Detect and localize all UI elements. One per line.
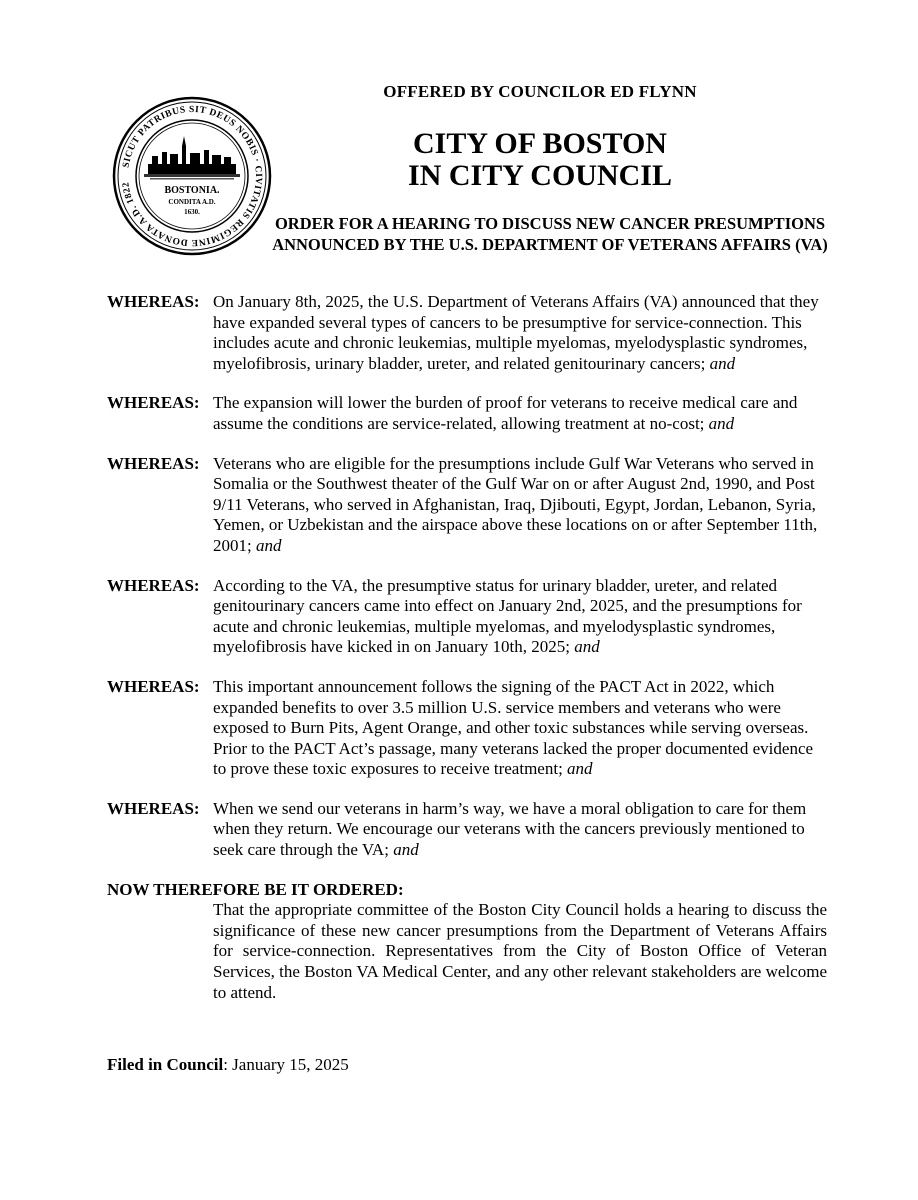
city-title (330, 128, 750, 192)
whereas-label: WHEREAS: (107, 292, 200, 311)
seal-skyline (144, 136, 240, 180)
conjunction: and (255, 535, 282, 555)
city-title-line2: IN CITY COUNCIL (408, 159, 672, 192)
whereas-text: Veterans who are eligible for the presumptions include Gulf War Veterans who served in Somalia or the Southwest theater of the Gulf War on or after August 2nd, 1990, and Post 9/11 Veterans, who served in Afghanistan, Iraq, Djibouti, Egypt, Jordan, Lebanon, Syria, Yemen, or Uzbekistan and the airspace above these locations on or after September 11th, 2001; and (213, 453, 818, 555)
filed-in-council (107, 1055, 349, 1076)
whereas-clause-3 (107, 454, 827, 557)
whereas-label: WHEREAS: (107, 676, 200, 696)
seal-ring-text: SICUT PATRIBUS SIT DEUS NOBIS · CIVITATIS REGIMINE DONATA A.D. 1822 (121, 104, 264, 248)
filed-label: Filed in Council (107, 1055, 224, 1074)
seal-year: 1630. (184, 208, 200, 216)
order-title: ORDER FOR A HEARING TO DISCUSS NEW CANCER PRESUMPTIONS ANNOUNCED BY THE U.S. DEPARTMENT OF VETERANS AFFAIRS (VA) (272, 214, 828, 254)
ordered-heading: NOW THEREFORE BE IT ORDERED: (107, 879, 404, 899)
conjunction: and (574, 637, 600, 657)
whereas-clause-4 (107, 576, 827, 658)
whereas-clause-6 (107, 799, 827, 861)
whereas-text: According to the VA, the presumptive status for urinary bladder, ureter, and related genitourinary cancers came into effect on January 2nd, 2025, and the presumptions for acute and chronic leukemias, multiple myelomas, and myelodysplastic syndromes, myelofibrosis have kicked in on January 10th, 2025; and (213, 575, 802, 657)
whereas-clause-1 (107, 292, 827, 374)
whereas-clause-5 (107, 677, 827, 780)
clauses-section (107, 292, 827, 1003)
conjunction: and (709, 353, 736, 373)
ordered-text: That the appropriate committee of the Boston City Council holds a hearing to discuss the significance of these new cancer presumptions from the Department of Veterans Affairs for service-connection. Representatives from the City of Boston Office of Veteran Services, the Boston VA Medical Center, and any other relevant stakeholders are welcome to attend. (213, 900, 827, 1002)
whereas-label: WHEREAS: (107, 453, 200, 473)
offered-by: OFFERED BY COUNCILOR ED FLYNN (383, 82, 697, 101)
city-title-line1: CITY OF BOSTON (413, 127, 667, 160)
whereas-label: WHEREAS: (107, 798, 200, 818)
conjunction: and (567, 759, 593, 779)
whereas-label: WHEREAS: (107, 393, 200, 413)
conjunction: and (708, 413, 735, 433)
whereas-label: WHEREAS: (107, 575, 200, 595)
city-seal-icon (112, 96, 272, 256)
conjunction: and (393, 840, 419, 860)
whereas-clause-2 (107, 393, 827, 434)
whereas-text: When we send our veterans in harm’s way, we have a moral obligation to care for them when they return. We encourage our veterans with the cancers previously mentioned to seek care through the VA; and (213, 798, 807, 860)
seal-condita: CONDITA A.D. (168, 198, 216, 206)
seal-name: BOSTONIA. (164, 185, 220, 196)
whereas-text: On January 8th, 2025, the U.S. Department of Veterans Affairs (VA) announced that they have expanded several types of cancers to be presumptive for service-connection. This includes acute and chronic leukemias, multiple myelomas, myelodysplastic syndromes, myelofibrosis, urinary bladder, ureter, and related genitourinary cancers; and (213, 292, 819, 373)
filed-date: : January 15, 2025 (223, 1055, 349, 1074)
whereas-text: This important announcement follows the signing of the PACT Act in 2022, which expanded benefits to over 3.5 million U.S. service members and veterans who were exposed to Burn Pits, Agent Orange, and other toxic substances while serving overseas. Prior to the PACT Act’s passage, many veterans lacked the proper documented evidence to prove these toxic exposures to receive treatment; and (213, 676, 814, 779)
whereas-text: The expansion will lower the burden of proof for veterans to receive medical care and assume the conditions are service-related, allowing treatment at no-cost; and (213, 393, 798, 433)
